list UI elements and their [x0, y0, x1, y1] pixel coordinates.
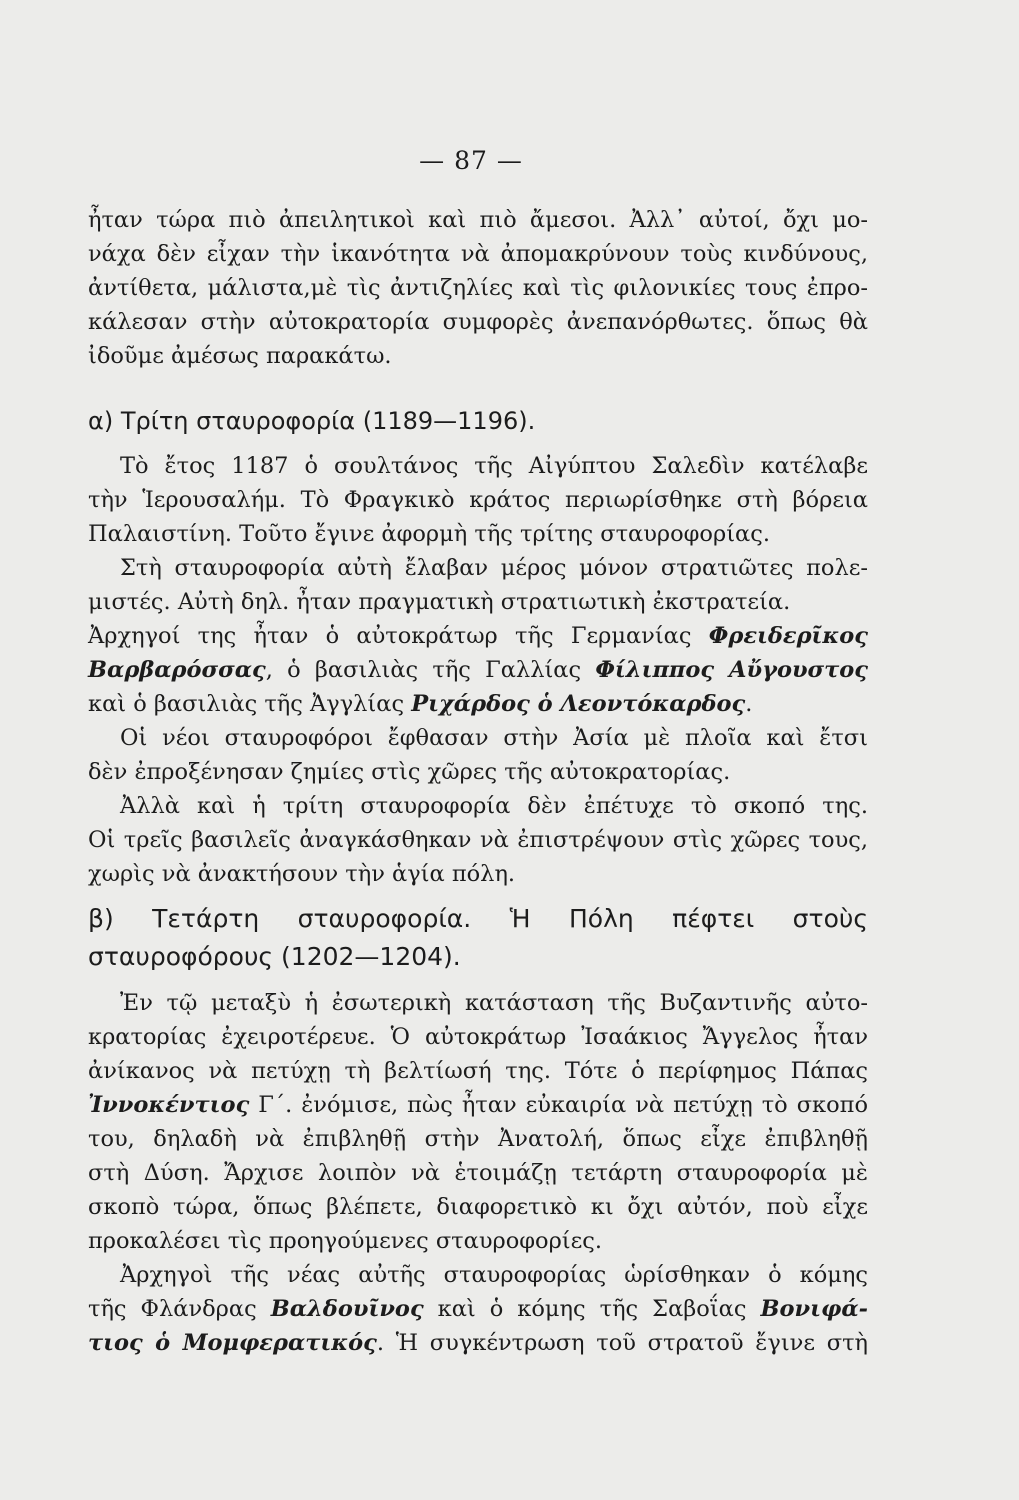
person-name: Βαλδουῖνος [270, 1296, 424, 1322]
text-line: προκαλέσει τὶς προηγούμενες σταυροφορίες. [88, 1228, 603, 1254]
text-line: κάλεσαν στὴν αὐτοκρατορία συμφορὲς ἀνεπανόρθωτες. ὅπως θὰ [88, 309, 868, 335]
person-name: Φρειδερῖκος [708, 623, 868, 649]
text-line: καὶ ὁ βασιλιὰς τῆς Ἀγγλίας Ριχάρδος ὁ Λεοντόκαρδος. [88, 691, 753, 717]
text-line: Οἱ νέοι σταυροφόροι ἔφθασαν στὴν Ἀσία μὲ πλοῖα καὶ ἔτσι [120, 725, 868, 751]
text-line: μιστές. Αὐτὴ δηλ. ἦταν πραγματικὴ στρατιωτικὴ ἐκστρατεία. [88, 589, 791, 615]
text-line: ἀντίθετα, μάλιστα,μὲ τὶς ἀντιζηλίες καὶ τὶς φιλονικίες τους ἐπρο- [88, 275, 868, 301]
text-line: Ἀλλὰ καὶ ἡ τρίτη σταυροφορία δὲν ἐπέτυχε τὸ σκοπό της. [120, 793, 868, 819]
text-line: Ἐν τῷ μεταξὺ ἡ ἐσωτερικὴ κατάσταση τῆς Βυζαντινῆς αὐτο- [120, 990, 868, 1016]
text-line: ἀνίκανος νὰ πετύχῃ τὴ βελτίωσή της. Τότε ὁ περίφημος Πάπας [88, 1058, 868, 1084]
text-line: Βαρβαρόσσας, ὁ βασιλιὰς τῆς Γαλλίας Φίλιππος Αὔγουστος [88, 657, 868, 683]
text-line: νάχα δὲν εἶχαν τὴν ἱκανότητα νὰ ἀπομακρύνουν τοὺς κινδύνους, [88, 241, 868, 267]
text-line: τιος ὁ Μομφερατικός. Ἡ συγκέντρωση τοῦ στρατοῦ ἔγινε στὴ [88, 1330, 868, 1356]
text-line: Στὴ σταυροφορία αὐτὴ ἔλαβαν μέρος μόνον στρατιῶτες πολε- [120, 555, 868, 581]
text-line: δὲν ἐπροξένησαν ζημίες στὶς χῶρες τῆς αὐτοκρατορίας. [88, 759, 731, 785]
text-line: κρατορίας ἐχειροτέρευε. Ὁ αὐτοκράτωρ Ἰσαάκιος Ἄγγελος ἦταν [88, 1024, 868, 1050]
text-line: Οἱ τρεῖς βασιλεῖς ἀναγκάσθηκαν νὰ ἐπιστρέψουν στὶς χῶρες τους, [88, 827, 868, 853]
text-line: Τὸ ἔτος 1187 ὁ σουλτάνος τῆς Αἰγύπτου Σαλεδὶν κατέλαβε [120, 453, 868, 479]
intro-paragraph [88, 203, 868, 373]
text-line: τὴν Ἱερουσαλήμ. Τὸ Φραγκικὸ κράτος περιωρίσθηκε στὴ βόρεια [88, 487, 868, 513]
section-b-heading: σταυροφόρους (1202—1204). [88, 942, 461, 971]
person-name: Βονιφά- [760, 1296, 869, 1322]
section-a [88, 402, 868, 440]
text-line: Ἰννοκέντιος Γ΄. ἐνόμισε, πὼς ἦταν εὐκαιρία νὰ πετύχῃ τὸ σκοπό [88, 1092, 868, 1118]
text-line: Παλαιστίνη. Τοῦτο ἔγινε ἀφορμὴ τῆς τρίτης σταυροφορίας. [88, 521, 770, 547]
section-a-heading: α) Τρίτη σταυροφορία (1189—1196). [88, 407, 536, 435]
text-line: στὴ Δύση. Ἄρχισε λοιπὸν νὰ ἑτοιμάζῃ τετάρτη σταυροφορία μὲ [88, 1160, 868, 1186]
person-name: Φίλιππος Αὔγουστος [595, 657, 868, 683]
text-line: χωρὶς νὰ ἀνακτήσουν τὴν ἁγία πόλη. [88, 861, 516, 887]
person-name: Βαρβαρόσσας [88, 657, 266, 683]
section-a-body [88, 449, 868, 891]
person-name: Ριχάρδος ὁ Λεοντόκαρδος [411, 691, 746, 717]
section-b [88, 900, 868, 976]
section-b-heading: β) Τετάρτη σταυροφορία. Ἡ Πόλη πέφτει στοὺς [88, 904, 868, 933]
text-line: Ἀρχηγοὶ τῆς νέας αὐτῆς σταυροφορίας ὡρίσθηκαν ὁ κόμης [120, 1262, 868, 1288]
person-name: τιος ὁ Μομφερατικός [88, 1330, 377, 1356]
section-b-body [88, 986, 868, 1360]
text-line: ἦταν τώρα πιὸ ἀπειλητικοὶ καὶ πιὸ ἄμεσοι. Ἀλλ᾽ αὐτοί, ὄχι μο- [88, 207, 868, 233]
person-name: Ἰννοκέντιος [88, 1092, 250, 1118]
text-line: ἰδοῦμε ἀμέσως παρακάτω. [88, 343, 392, 369]
text-line: Ἀρχηγοί της ἦταν ὁ αὐτοκράτωρ τῆς Γερμανίας Φρειδερῖκος [88, 623, 868, 649]
text-line: του, δηλαδὴ νὰ ἐπιβληθῇ στὴν Ἀνατολή, ὅπως εἶχε ἐπιβληθῇ [88, 1126, 868, 1152]
page-number: — 87 — [419, 146, 523, 175]
text-line: σκοπὸ τώρα, ὅπως βλέπετε, διαφορετικὸ κι ὄχι αὐτόν, ποὺ εἶχε [88, 1194, 868, 1220]
text-line: τῆς Φλάνδρας Βαλδουῖνος καὶ ὁ κόμης τῆς Σαβοΐας Βονιφά- [88, 1296, 869, 1322]
